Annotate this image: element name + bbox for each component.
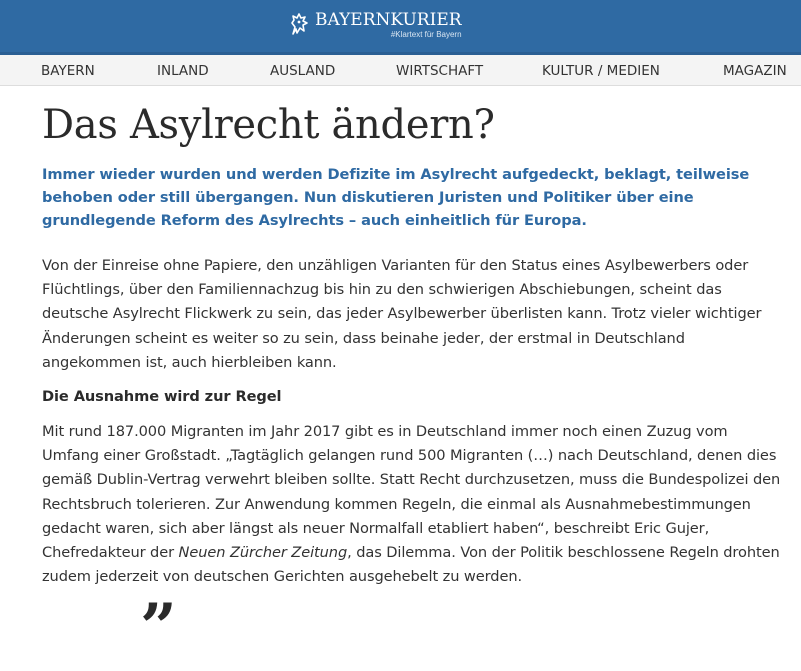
site-logo[interactable] [287, 10, 462, 44]
paragraph-text: Mit rund 187.000 Migranten im Jahr 2017 gibt es in Deutschland immer noch einen Zuzug vom Umfang einer Großstadt. „Tagtäglich gelangen rund 500 Migranten (…) nach Deutschland, denen dies gemäß Dublin-Vertrag verwehrt bleiben sollte. Statt Recht durchzusetzen, muss die Bundespolizei den Rechtsbruch tolerieren. Zur Anwendung kommen Regeln, die einmal als Ausnahmebestimmungen gedacht waren, sich aber längst als neuer Normalfall etabliert haben“, beschreibt Eric Gujer, Chefredakteur der [42, 423, 781, 562]
article-subheading: Die Ausnahme wird zur Regel [42, 388, 282, 405]
article-paragraph: Von der Einreise ohne Papiere, den unzähligen Varianten für den Status eines Asylbewerbers oder Flüchtlings, über den Familiennachzug bis hin zu den schwierigen Abschiebungen, scheint das deutsche Asylrecht Flickwerk zu sein, das jeder Asylbewerber überlisten kann. Trotz vieler wichtiger Änderungen scheint es weiter so zu sein, dass beinahe jeder, der erstmal in Deutschland angekommen ist, auch hierbleiben kann. [42, 257, 762, 371]
logo-claim: #Klartext für Bayern [390, 30, 462, 39]
paragraph-text: , das Dilemma. Von der Politik beschlossene Regeln drohten zudem jederzeit von deutschen Gerichten ausgehebelt zu werden. [42, 544, 780, 586]
nav-item-inland[interactable]: INLAND [157, 63, 209, 79]
logo-name: BAYERNKURIER [315, 10, 462, 30]
newspaper-name: Neuen Zürcher Zeitung [178, 544, 348, 562]
main-navigation [0, 55, 801, 86]
quote-mark: ” [140, 590, 177, 665]
nav-item-kultur-medien[interactable]: KULTUR / MEDIEN [542, 63, 660, 79]
nav-item-magazin[interactable]: MAGAZIN [723, 63, 787, 79]
lion-icon [287, 11, 311, 37]
article-paragraph [42, 420, 787, 589]
article-title: Das Asylrecht ändern? [42, 102, 495, 148]
nav-item-wirtschaft[interactable]: WIRTSCHAFT [396, 63, 484, 79]
site-header [0, 0, 801, 55]
nav-item-bayern[interactable]: BAYERN [41, 63, 95, 79]
logo-text [315, 10, 462, 39]
article-lead: Immer wieder wurden und werden Defizite im Asylrecht aufgedeckt, beklagt, teilweise behoben oder still übergangen. Nun diskutieren Juristen und Politiker über eine grundlegende Reform des Asylrechts – auch einheitlich für Europa. [42, 166, 750, 229]
nav-item-ausland[interactable]: AUSLAND [270, 63, 336, 79]
